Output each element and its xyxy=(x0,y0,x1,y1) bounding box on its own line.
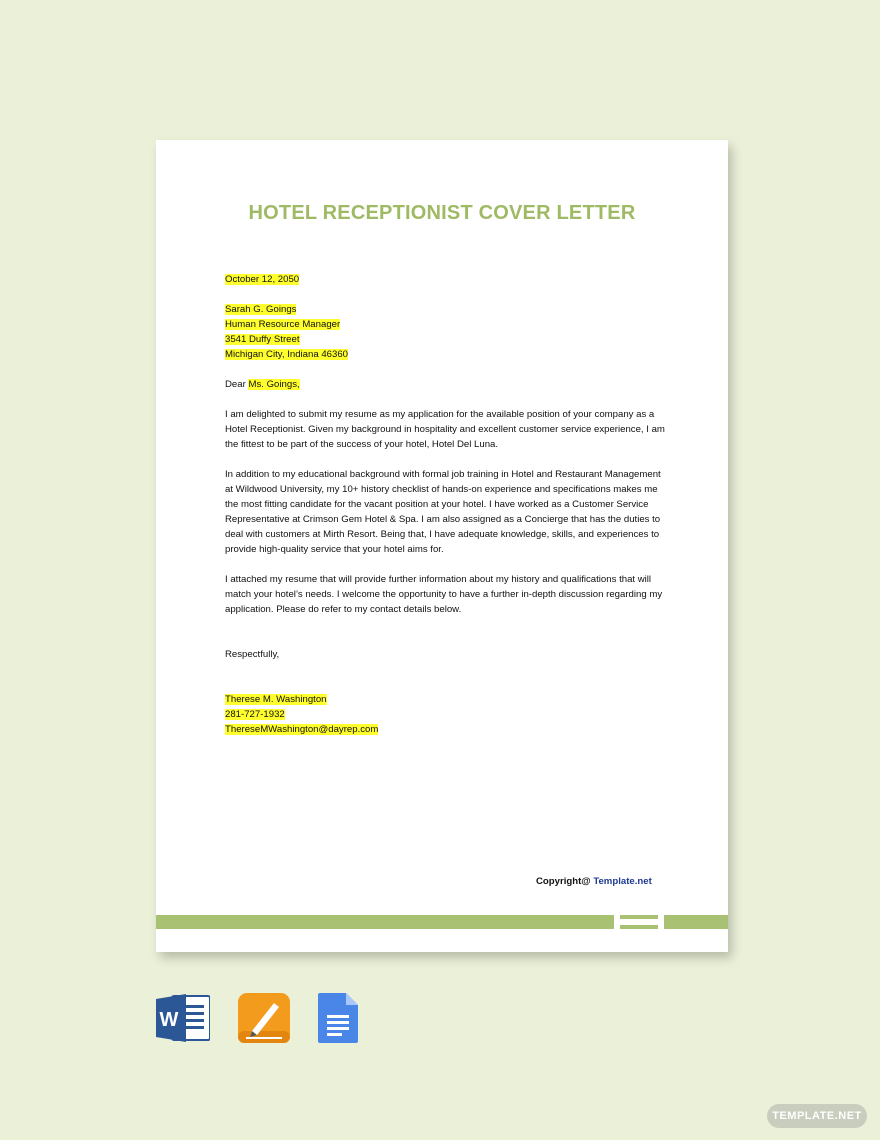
svg-text:W: W xyxy=(159,1009,179,1031)
document-page xyxy=(156,140,728,952)
footer-bar-middle xyxy=(620,915,658,929)
salutation-prefix: Dear xyxy=(225,379,249,390)
salutation xyxy=(225,377,665,392)
copyright xyxy=(536,876,652,887)
watermark-badge: TEMPLATE.NET xyxy=(767,1104,867,1128)
paragraph-2: In addition to my educational background with formal job training in Hotel and Restaurant Management at Wildwood University, my 10+ history checklist of hands-on experience and specifications makes me the most fitting candidate for the vacant position at your hotel. I have worked as a Customer Service Representative at Crimson Gem Hotel & Spa. I am also assigned as a Concierge that has the duties to deal with customers at Mirth Resort. Being that, I have adequate knowledge, skills, and experiences to provide high-quality service that your hotel aims for. xyxy=(225,469,661,555)
footer-bar-right xyxy=(664,915,728,929)
document-title: HOTEL RECEPTIONIST COVER LETTER xyxy=(248,202,636,224)
salutation-name: Ms. Goings, xyxy=(248,379,300,390)
sender-phone: 281-727-1932 xyxy=(225,709,285,720)
sender-name: Therese M. Washington xyxy=(225,694,327,705)
word-icon[interactable] xyxy=(156,993,210,1043)
letter-body xyxy=(225,272,665,737)
google-docs-icon[interactable] xyxy=(318,993,372,1043)
paragraph-1: I am delighted to submit my resume as my application for the available position of your company as a Hotel Receptionist. Given my background in hospitality and excellent customer service experience, I am the fittest to be part of the success of your hotel, Hotel Del Luna. xyxy=(225,409,665,450)
pages-icon[interactable] xyxy=(238,993,292,1043)
footer-bar-left xyxy=(156,915,614,929)
closing: Respectfully, xyxy=(225,649,280,660)
recipient-name: Sarah G. Goings xyxy=(225,304,297,315)
recipient-street: 3541 Duffy Street xyxy=(225,334,300,345)
sender-email: ThereseMWashington@dayrep.com xyxy=(225,724,379,735)
recipient-position: Human Resource Manager xyxy=(225,319,341,330)
copyright-link[interactable]: Template.net xyxy=(593,876,652,887)
paragraph-3: I attached my resume that will provide further information about my history and qualifications that will match your hotel’s needs. I welcome the opportunity to have a further in-depth discussion regarding my application. Please do refer to my contact details below. xyxy=(225,574,663,615)
letter-date: October 12, 2050 xyxy=(225,274,300,285)
recipient-city: Michigan City, Indiana 46360 xyxy=(225,349,349,360)
copyright-label: Copyright@ xyxy=(536,876,594,887)
